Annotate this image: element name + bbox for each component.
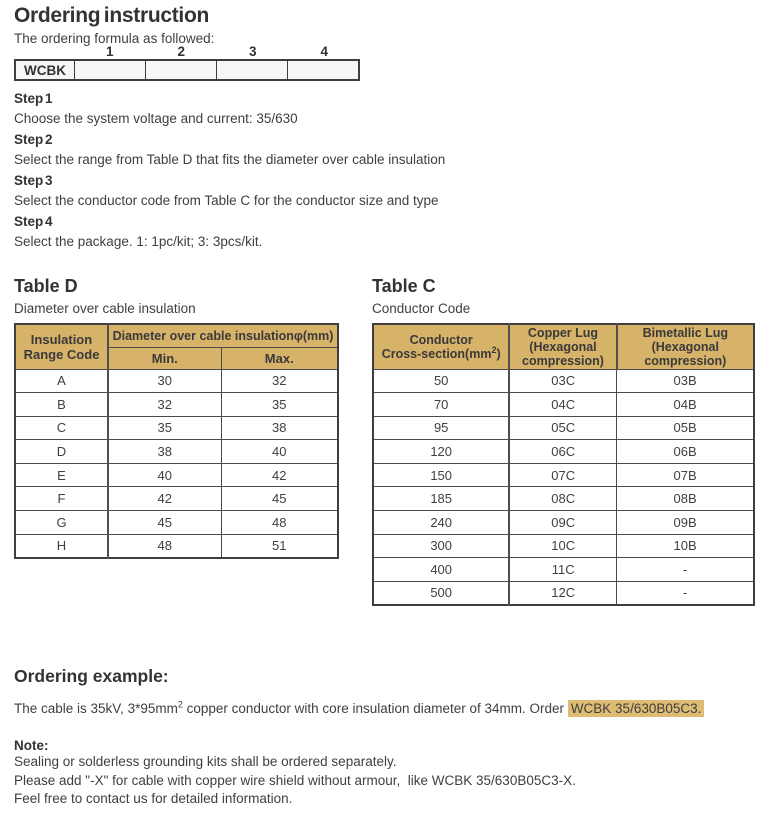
- table-row: [373, 558, 754, 582]
- formula-slot-1: [74, 61, 145, 79]
- table-d-section: [14, 276, 337, 559]
- table-row: [15, 416, 338, 440]
- ordering-example-section: [14, 666, 754, 717]
- step-1-text: Choose the system voltage and current: 35/630: [14, 111, 298, 126]
- table-cell: 70: [373, 393, 509, 417]
- table-d-title: Table D: [14, 276, 78, 296]
- step-2-text: Select the range from Table D that fits the diameter over cable insulation: [14, 152, 446, 167]
- header-line: Range Code: [23, 346, 100, 362]
- table-cell: 30: [108, 369, 221, 393]
- header-text: ): [496, 346, 501, 361]
- table-cell: 120: [373, 440, 509, 464]
- table-row: [373, 440, 754, 464]
- formula-number-1: 1: [105, 44, 114, 59]
- table-cell: G: [15, 511, 108, 535]
- header-line: Conductor: [409, 332, 473, 347]
- table-cell: 09C: [509, 511, 616, 535]
- table-row: [373, 534, 754, 558]
- note-section: [14, 738, 754, 809]
- header-line: compression): [644, 353, 727, 368]
- note-line-1: Sealing or solderless grounding kits shall be ordered separately.: [14, 754, 397, 769]
- table-cell: 10C: [509, 534, 616, 558]
- table-cell: 40: [108, 463, 221, 487]
- table-cell: 06C: [509, 440, 616, 464]
- table-cell: 400: [373, 558, 509, 582]
- table-c-header-copper-lug: [509, 324, 616, 369]
- formula-number-4: 4: [320, 44, 328, 59]
- formula-number-2: 2: [177, 44, 185, 59]
- table-cell: B: [15, 393, 108, 417]
- note-line-2: Please add "-X" for cable with copper wire shield without armour, like WCBK 35/630B05C3-X.: [14, 772, 576, 788]
- table-cell: C: [15, 416, 108, 440]
- header-line: compression): [522, 353, 604, 368]
- table-c-header-cross-section: [373, 324, 509, 369]
- table-cell: 04B: [617, 393, 754, 417]
- table-row: [373, 416, 754, 440]
- table-d-header-diameter: Diameter over cable insulationφ(mm): [108, 324, 338, 347]
- formula-slot-2: [145, 61, 216, 79]
- formula-number-3: 3: [248, 44, 257, 59]
- order-code-highlight: WCBK 35/630B05C3.: [568, 700, 705, 717]
- table-d-subtitle: Diameter over cable insulation: [14, 301, 196, 316]
- table-c-body: [373, 369, 754, 605]
- table-cell: 35: [108, 416, 221, 440]
- table-cell: 04C: [509, 393, 616, 417]
- table-cell: 05B: [617, 416, 754, 440]
- table-cell: 45: [108, 511, 221, 535]
- table-cell: D: [15, 440, 108, 464]
- table-row: [15, 369, 338, 393]
- formula-slot-4: [287, 61, 358, 79]
- table-cell: F: [15, 487, 108, 511]
- table-row: [373, 463, 754, 487]
- formula-caption: The ordering formula as followed:: [14, 31, 215, 46]
- table-d-body: [15, 369, 338, 558]
- table-cell: 240: [373, 511, 509, 535]
- table-row: [15, 463, 338, 487]
- table-cell: 150: [373, 463, 509, 487]
- formula-position-numbers: [14, 44, 360, 59]
- header-line: [374, 344, 508, 361]
- table-row: [373, 393, 754, 417]
- header-line: (Hexagonal: [529, 339, 597, 354]
- table-cell: 03C: [509, 369, 616, 393]
- table-d-header-range-code: [15, 324, 108, 369]
- table-cell: 40: [221, 440, 338, 464]
- header-text: Cross-section(mm: [381, 346, 492, 361]
- table-cell: 500: [373, 581, 509, 605]
- steps-section: [14, 92, 714, 249]
- table-d-header: [15, 324, 338, 369]
- table-cell: -: [617, 558, 754, 582]
- table-cell: 51: [221, 534, 338, 558]
- table-cell: H: [15, 534, 108, 558]
- table-c: [372, 323, 755, 606]
- table-row: [15, 534, 338, 558]
- table-cell: -: [617, 581, 754, 605]
- formula-prefix-cell: WCBK: [24, 62, 66, 78]
- table-cell: 08B: [617, 487, 754, 511]
- table-cell: 06B: [617, 440, 754, 464]
- table-cell: 42: [108, 487, 221, 511]
- header-line: Bimetallic Lug: [642, 325, 729, 340]
- step-3-text: Select the conductor code from Table C for the conductor size and type: [14, 193, 439, 208]
- table-cell: 32: [221, 369, 338, 393]
- table-cell: E: [15, 463, 108, 487]
- table-cell: 07C: [509, 463, 616, 487]
- header-line: (Hexagonal: [651, 339, 719, 354]
- table-row: [373, 487, 754, 511]
- table-row: [15, 487, 338, 511]
- table-cell: 95: [373, 416, 509, 440]
- ordering-example-text: [14, 701, 754, 717]
- table-cell: 05C: [509, 416, 616, 440]
- table-c-title: Table C: [372, 276, 436, 296]
- table-cell: 11C: [509, 558, 616, 582]
- table-cell: 32: [108, 393, 221, 417]
- table-cell: 38: [108, 440, 221, 464]
- table-cell: 300: [373, 534, 509, 558]
- step-4-text: Select the package. 1: 1pc/kit; 3: 3pcs/kit.: [14, 234, 263, 249]
- superscript: 2: [177, 699, 183, 710]
- table-row: [15, 393, 338, 417]
- table-cell: 09B: [617, 511, 754, 535]
- table-cell: 48: [221, 511, 338, 535]
- table-cell: 185: [373, 487, 509, 511]
- step-4-label: Step 4: [14, 214, 53, 229]
- table-cell: 07B: [617, 463, 754, 487]
- table-row: [373, 581, 754, 605]
- table-c-section: [372, 276, 755, 606]
- table-cell: 38: [221, 416, 338, 440]
- superscript: 2: [491, 344, 497, 355]
- step-1-label: Step 1: [14, 91, 53, 106]
- step-3-label: Step 3: [14, 173, 53, 188]
- table-cell: 48: [108, 534, 221, 558]
- table-d-header-max: Max.: [221, 347, 338, 369]
- formula-number-spacer: [14, 44, 74, 59]
- table-cell: 12C: [509, 581, 616, 605]
- ordering-formula-table: [14, 59, 360, 81]
- page-title: Ordering instruction: [14, 4, 210, 27]
- ordering-example-title: Ordering example:: [14, 666, 169, 686]
- table-d: [14, 323, 339, 559]
- example-text-mid: copper conductor with core insulation diameter of 34mm. Order: [182, 701, 568, 716]
- example-text-pre: The cable is 35kV, 3*95mm: [14, 701, 178, 716]
- table-c-subtitle: Conductor Code: [372, 301, 471, 316]
- table-cell: 08C: [509, 487, 616, 511]
- table-cell: 03B: [617, 369, 754, 393]
- note-title: Note:: [14, 738, 49, 753]
- table-row: [373, 369, 754, 393]
- header-line: Copper Lug: [527, 325, 599, 340]
- table-cell: 42: [221, 463, 338, 487]
- step-2-label: Step 2: [14, 132, 53, 147]
- formula-slot-3: [216, 61, 287, 79]
- header-line: Insulation: [30, 331, 93, 347]
- table-d-header-min: Min.: [108, 347, 221, 369]
- table-cell: 50: [373, 369, 509, 393]
- table-c-header: [373, 324, 754, 369]
- table-row: [15, 511, 338, 535]
- table-row: [373, 511, 754, 535]
- table-cell: A: [15, 369, 108, 393]
- table-cell: 35: [221, 393, 338, 417]
- table-cell: 45: [221, 487, 338, 511]
- table-c-header-bimetallic-lug: [617, 324, 754, 369]
- table-cell: 10B: [617, 534, 754, 558]
- note-line-3: Feel free to contact us for detailed information.: [14, 791, 293, 806]
- table-row: [15, 440, 338, 464]
